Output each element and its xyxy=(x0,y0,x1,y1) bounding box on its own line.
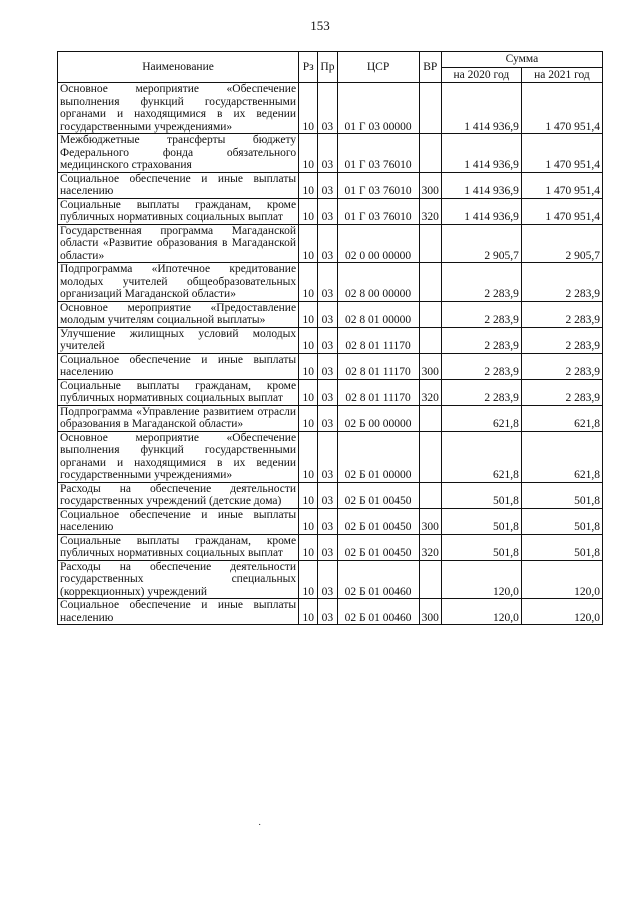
table-row xyxy=(58,83,603,134)
cell-pr: 03 xyxy=(318,172,337,198)
cell-amount-2020: 2 283,9 xyxy=(441,353,521,379)
cell-pr: 03 xyxy=(318,431,337,482)
cell-amount-2021: 2 905,7 xyxy=(521,224,602,263)
cell-name: Социальные выплаты гражданам, кроме публичных нормативных социальных выплат xyxy=(58,534,299,560)
cell-amount-2020: 1 414 936,9 xyxy=(441,198,521,224)
cell-amount-2021: 2 283,9 xyxy=(521,301,602,327)
table-header xyxy=(58,52,603,83)
cell-vr: 300 xyxy=(419,599,441,625)
cell-pr: 03 xyxy=(318,599,337,625)
cell-name: Подпрограмма «Ипотечное кредитование молодых учителей общеобразовательных организаций Магаданской области» xyxy=(58,263,299,302)
header-year-2020: на 2020 год xyxy=(441,67,521,83)
cell-amount-2021: 1 470 951,4 xyxy=(521,134,602,173)
cell-rz: 10 xyxy=(299,405,318,431)
cell-rz: 10 xyxy=(299,83,318,134)
cell-name: Основное мероприятие «Обеспечение выполнения функций государственными органами и находящимися в их ведении государственными учреждениями» xyxy=(58,83,299,134)
table-row xyxy=(58,327,603,353)
scan-mark: ˙ xyxy=(258,823,262,834)
cell-rz: 10 xyxy=(299,353,318,379)
cell-amount-2021: 621,8 xyxy=(521,405,602,431)
cell-pr: 03 xyxy=(318,405,337,431)
cell-amount-2020: 501,8 xyxy=(441,534,521,560)
header-csr: ЦСР xyxy=(337,52,419,83)
cell-name: Государственная программа Магаданской области «Развитие образования в Магаданской области» xyxy=(58,224,299,263)
cell-name: Межбюджетные трансферты бюджету Федерального фонда обязательного медицинского страхования xyxy=(58,134,299,173)
cell-pr: 03 xyxy=(318,379,337,405)
cell-vr xyxy=(419,482,441,508)
cell-pr: 03 xyxy=(318,327,337,353)
budget-table xyxy=(57,51,603,625)
cell-pr: 03 xyxy=(318,534,337,560)
cell-vr: 300 xyxy=(419,508,441,534)
cell-name: Основное мероприятие «Обеспечение выполнения функций государственными органами и находящимися в их ведении государственными учреждениями» xyxy=(58,431,299,482)
cell-rz: 10 xyxy=(299,379,318,405)
cell-csr: 02 Б 01 00460 xyxy=(337,599,419,625)
cell-csr: 01 Г 03 76010 xyxy=(337,198,419,224)
cell-pr: 03 xyxy=(318,263,337,302)
cell-name: Расходы на обеспечение деятельности государственных специальных (коррекционных) учреждений xyxy=(58,560,299,599)
cell-amount-2020: 2 283,9 xyxy=(441,301,521,327)
cell-rz: 10 xyxy=(299,224,318,263)
cell-amount-2021: 2 283,9 xyxy=(521,263,602,302)
cell-amount-2020: 2 283,9 xyxy=(441,327,521,353)
cell-csr: 02 Б 01 00450 xyxy=(337,482,419,508)
cell-rz: 10 xyxy=(299,560,318,599)
table-row xyxy=(58,301,603,327)
cell-amount-2020: 501,8 xyxy=(441,508,521,534)
cell-pr: 03 xyxy=(318,134,337,173)
cell-csr: 02 8 01 11170 xyxy=(337,327,419,353)
cell-name: Социальное обеспечение и иные выплаты населению xyxy=(58,172,299,198)
cell-name: Социальные выплаты гражданам, кроме публичных нормативных социальных выплат xyxy=(58,198,299,224)
cell-name: Основное мероприятие «Предоставление молодым учителям социальной выплаты» xyxy=(58,301,299,327)
cell-amount-2020: 2 283,9 xyxy=(441,379,521,405)
cell-csr: 01 Г 03 76010 xyxy=(337,134,419,173)
cell-amount-2021: 501,8 xyxy=(521,482,602,508)
cell-vr: 300 xyxy=(419,172,441,198)
cell-pr: 03 xyxy=(318,508,337,534)
cell-vr xyxy=(419,224,441,263)
cell-pr: 03 xyxy=(318,301,337,327)
cell-csr: 02 Б 00 00000 xyxy=(337,405,419,431)
table-row xyxy=(58,353,603,379)
cell-rz: 10 xyxy=(299,327,318,353)
cell-amount-2021: 2 283,9 xyxy=(521,327,602,353)
header-vr: ВР xyxy=(419,52,441,83)
cell-csr: 02 8 01 11170 xyxy=(337,379,419,405)
cell-rz: 10 xyxy=(299,198,318,224)
header-rz: Рз xyxy=(299,52,318,83)
cell-csr: 02 Б 01 00460 xyxy=(337,560,419,599)
cell-name: Расходы на обеспечение деятельности государственных учреждений (детские дома) xyxy=(58,482,299,508)
table-row xyxy=(58,482,603,508)
cell-amount-2020: 1 414 936,9 xyxy=(441,172,521,198)
cell-amount-2020: 621,8 xyxy=(441,405,521,431)
cell-amount-2021: 120,0 xyxy=(521,560,602,599)
cell-vr xyxy=(419,301,441,327)
cell-rz: 10 xyxy=(299,172,318,198)
cell-amount-2020: 501,8 xyxy=(441,482,521,508)
cell-amount-2021: 621,8 xyxy=(521,431,602,482)
cell-amount-2021: 1 470 951,4 xyxy=(521,172,602,198)
cell-name: Подпрограмма «Управление развитием отрасли образования в Магаданской области» xyxy=(58,405,299,431)
cell-rz: 10 xyxy=(299,534,318,560)
cell-amount-2020: 621,8 xyxy=(441,431,521,482)
cell-vr xyxy=(419,431,441,482)
cell-name: Социальное обеспечение и иные выплаты населению xyxy=(58,508,299,534)
cell-csr: 02 0 00 00000 xyxy=(337,224,419,263)
cell-amount-2020: 120,0 xyxy=(441,560,521,599)
cell-amount-2021: 1 470 951,4 xyxy=(521,198,602,224)
cell-name: Социальное обеспечение и иные выплаты населению xyxy=(58,353,299,379)
cell-amount-2020: 2 905,7 xyxy=(441,224,521,263)
cell-rz: 10 xyxy=(299,134,318,173)
table-row xyxy=(58,224,603,263)
cell-amount-2020: 1 414 936,9 xyxy=(441,134,521,173)
cell-name: Социальные выплаты гражданам, кроме публичных нормативных социальных выплат xyxy=(58,379,299,405)
cell-vr xyxy=(419,405,441,431)
cell-rz: 10 xyxy=(299,508,318,534)
cell-csr: 01 Г 03 76010 xyxy=(337,172,419,198)
cell-amount-2021: 1 470 951,4 xyxy=(521,83,602,134)
cell-pr: 03 xyxy=(318,353,337,379)
cell-csr: 02 Б 01 00000 xyxy=(337,431,419,482)
cell-csr: 02 Б 01 00450 xyxy=(337,534,419,560)
cell-pr: 03 xyxy=(318,482,337,508)
cell-amount-2020: 2 283,9 xyxy=(441,263,521,302)
cell-rz: 10 xyxy=(299,301,318,327)
table-row xyxy=(58,599,603,625)
cell-name: Социальное обеспечение и иные выплаты населению xyxy=(58,599,299,625)
table-row xyxy=(58,134,603,173)
table-row xyxy=(58,263,603,302)
table-row xyxy=(58,379,603,405)
cell-rz: 10 xyxy=(299,599,318,625)
cell-vr xyxy=(419,134,441,173)
table-row xyxy=(58,198,603,224)
cell-vr: 320 xyxy=(419,198,441,224)
table-row xyxy=(58,508,603,534)
cell-vr: 300 xyxy=(419,353,441,379)
header-name: Наименование xyxy=(58,52,299,83)
cell-name: Улучшение жилищных условий молодых учителей xyxy=(58,327,299,353)
cell-amount-2020: 120,0 xyxy=(441,599,521,625)
cell-amount-2021: 2 283,9 xyxy=(521,379,602,405)
cell-vr xyxy=(419,560,441,599)
cell-rz: 10 xyxy=(299,431,318,482)
cell-vr xyxy=(419,263,441,302)
header-sum: Сумма xyxy=(441,52,602,68)
cell-amount-2021: 501,8 xyxy=(521,508,602,534)
header-year-2021: на 2021 год xyxy=(521,67,602,83)
cell-csr: 02 8 01 00000 xyxy=(337,301,419,327)
table-row xyxy=(58,560,603,599)
cell-csr: 02 8 01 11170 xyxy=(337,353,419,379)
cell-pr: 03 xyxy=(318,560,337,599)
cell-amount-2021: 120,0 xyxy=(521,599,602,625)
cell-csr: 02 Б 01 00450 xyxy=(337,508,419,534)
table-row xyxy=(58,405,603,431)
cell-pr: 03 xyxy=(318,83,337,134)
cell-amount-2021: 501,8 xyxy=(521,534,602,560)
cell-rz: 10 xyxy=(299,482,318,508)
header-pr: Пр xyxy=(318,52,337,83)
page-number: 153 xyxy=(310,18,330,33)
cell-vr xyxy=(419,83,441,134)
cell-pr: 03 xyxy=(318,198,337,224)
cell-csr: 02 8 00 00000 xyxy=(337,263,419,302)
table-row xyxy=(58,172,603,198)
cell-vr xyxy=(419,327,441,353)
cell-amount-2021: 2 283,9 xyxy=(521,353,602,379)
cell-vr: 320 xyxy=(419,379,441,405)
cell-vr: 320 xyxy=(419,534,441,560)
cell-rz: 10 xyxy=(299,263,318,302)
cell-pr: 03 xyxy=(318,224,337,263)
cell-csr: 01 Г 03 00000 xyxy=(337,83,419,134)
table-row xyxy=(58,431,603,482)
cell-amount-2020: 1 414 936,9 xyxy=(441,83,521,134)
table-body xyxy=(58,83,603,625)
table-row xyxy=(58,534,603,560)
